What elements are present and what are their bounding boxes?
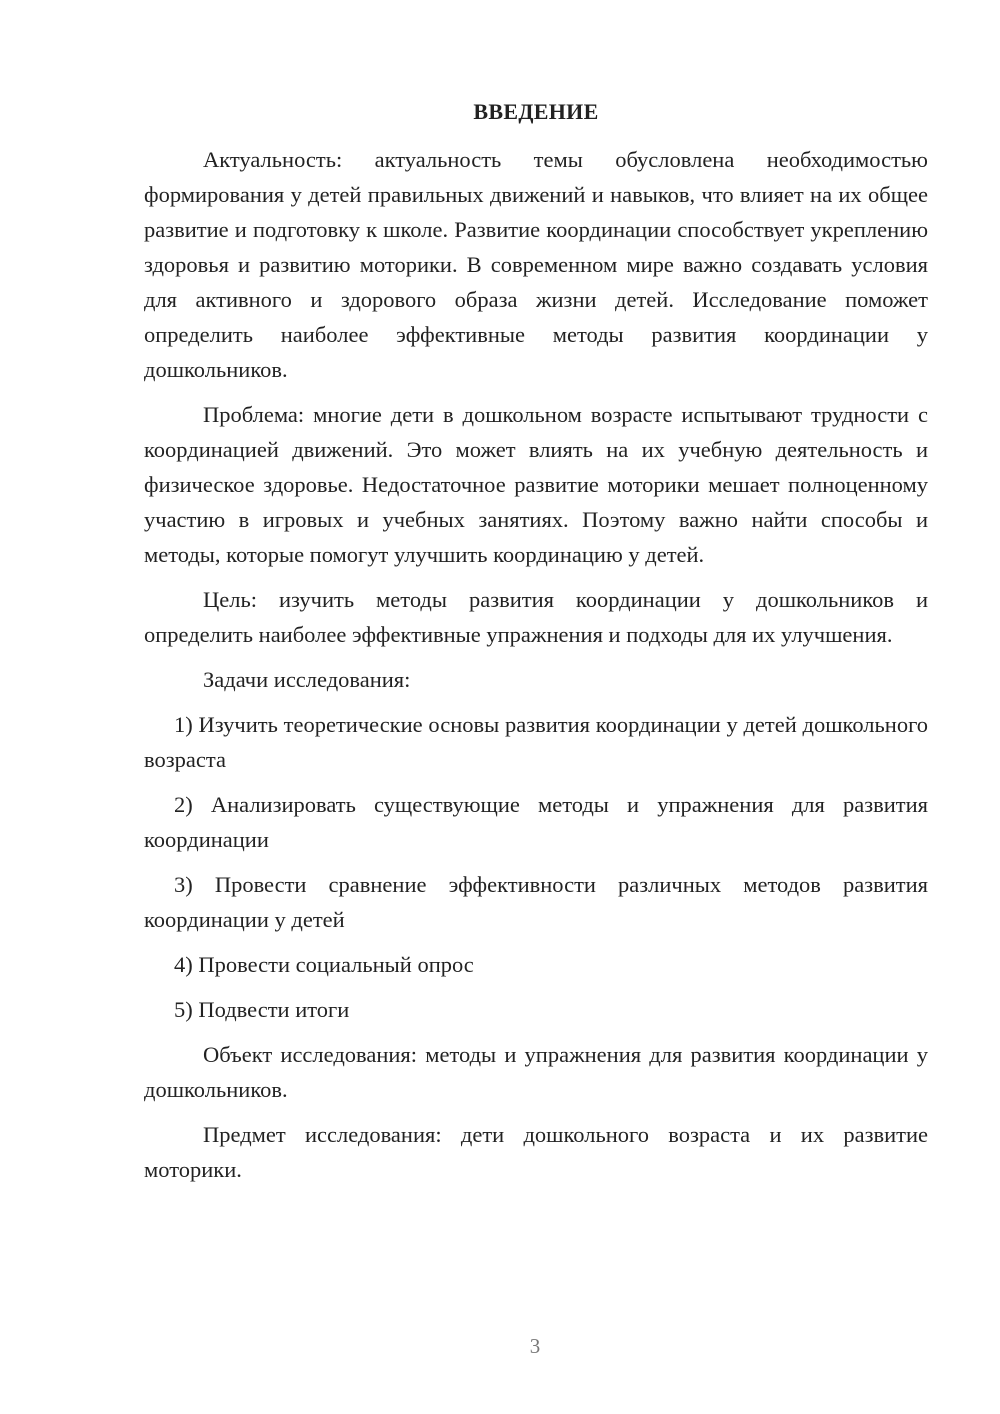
object-paragraph: Объект исследования: методы и упражнения для развития координации у дошкольников.: [144, 1042, 928, 1102]
subject-paragraph: Предмет исследования: дети дошкольного возраста и их развитие моторики.: [144, 1122, 928, 1182]
tasks-list: [144, 707, 928, 1027]
task-item: 4) Провести социальный опрос: [174, 952, 474, 977]
section-title: ВВЕДЕНИЕ: [473, 99, 599, 124]
task-item: 3) Провести сравнение эффективности различных методов развития координации у детей: [144, 872, 928, 932]
task-item: 1) Изучить теоретические основы развития координации у детей дошкольного возраста: [144, 712, 928, 772]
task-item: 5) Подвести итоги: [174, 997, 350, 1022]
problem-paragraph: Проблема: многие дети в дошкольном возрасте испытывают трудности с координацией движений. Это может влиять на их учебную деятельность и физическое здоровье. Недостаточное развитие моторики мешает полноценному участию в игровых и учебных занятиях. Поэтому важно найти способы и методы, которые помогут улучшить координацию у детей.: [144, 402, 928, 567]
task-item: 2) Анализировать существующие методы и упражнения для развития координации: [144, 792, 928, 852]
relevance-paragraph: Актуальность: актуальность темы обусловлена необходимостью формирования у детей правильных движений и навыков, что влияет на их общее развитие и подготовку к школе. Развитие координации способствует укреплению здоровья и развитию моторики. В современном мире важно создавать условия для активного и здорового образа жизни детей. Исследование поможет определить наиболее эффективные методы развития координации у дошкольников.: [144, 147, 928, 382]
tasks-heading: Задачи исследования:: [203, 667, 411, 692]
goal-paragraph: Цель: изучить методы развития координации у дошкольников и определить наиболее эффективные упражнения и подходы для их улучшения.: [144, 587, 928, 647]
page-content: [144, 94, 928, 1197]
page-number: 3: [529, 1334, 541, 1358]
